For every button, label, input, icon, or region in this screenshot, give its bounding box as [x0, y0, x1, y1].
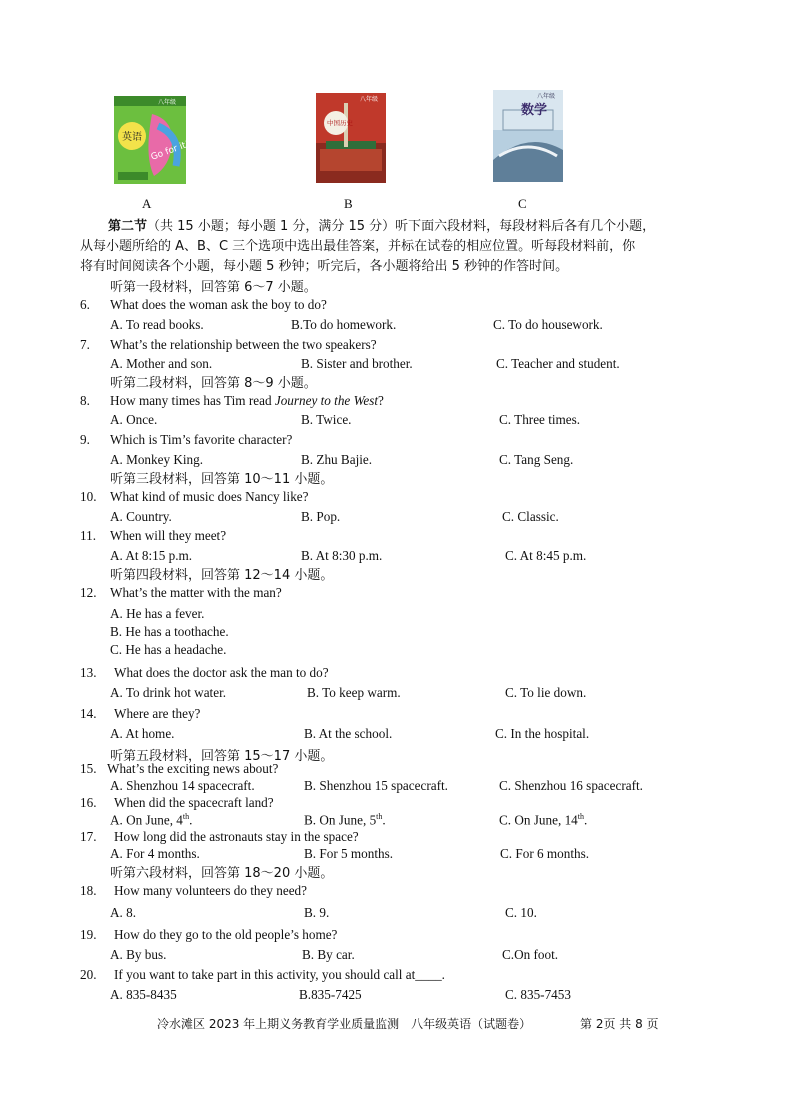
option-c: C. Teacher and student.: [496, 356, 620, 371]
option-c: C. He has a headache.: [110, 642, 227, 657]
option-b: B. Sister and brother.: [301, 356, 413, 371]
question-text: How many volunteers do they need?: [114, 883, 307, 898]
question-text: How do they go to the old people’s home?: [114, 927, 338, 942]
option-b: B. Shenzhou 15 spacecraft.: [304, 778, 448, 793]
question-text: What’s the exciting news about?: [107, 761, 279, 776]
option-b-text: B. On June, 5: [304, 812, 377, 828]
footer-exam-title: 冷水滩区 2023 年上期义务教育学业质量监测 八年级英语（试题卷）: [157, 1017, 532, 1031]
book-label-c: C: [518, 196, 527, 211]
option-a-text: A. On June, 4: [110, 812, 183, 828]
option-a: A. 8.: [110, 905, 137, 920]
option-b: B. Pop.: [301, 509, 341, 524]
material-intro-3: 听第三段材料，回答第 10～11 小题。: [110, 472, 334, 487]
question-text: If you want to take part in this activity, you should call at____.: [114, 967, 445, 982]
option-c: C. For 6 months.: [500, 846, 590, 861]
question-number: 18.: [80, 883, 97, 898]
ordinal-suffix: th: [182, 812, 190, 821]
book-c-grade: 八年级: [537, 93, 556, 100]
section-heading: 第二节: [108, 219, 148, 234]
option-c: C. 835-7453: [505, 987, 571, 1002]
ordinal-suffix: th: [376, 812, 383, 821]
question-number: 8.: [80, 393, 90, 408]
option-c: C. Classic.: [502, 509, 559, 524]
question-number: 7.: [80, 337, 90, 352]
book-cover-english: [114, 96, 191, 184]
question-number: 17.: [80, 829, 97, 844]
book-cover-history: [316, 93, 386, 183]
book-a-grade: 八年级: [158, 99, 177, 106]
option-a: A. At home.: [110, 726, 175, 741]
option-a: A. 835-8435: [110, 987, 177, 1002]
option-a: A. To drink hot water.: [110, 685, 227, 700]
question-text: Which is Tim’s favorite character?: [110, 432, 293, 447]
question-text: What does the doctor ask the man to do?: [114, 665, 329, 680]
option-b: B. 9.: [304, 905, 330, 920]
question-text-part: How many times has Tim read: [110, 393, 275, 408]
question-text: What does the woman ask the boy to do?: [110, 297, 327, 312]
book-a-overlay: Go for it!: [149, 139, 191, 163]
option-a: A. By bus.: [110, 947, 167, 962]
option-b: B. At the school.: [304, 726, 393, 741]
question-number: 11.: [80, 528, 96, 543]
option-b: B. Twice.: [301, 412, 352, 427]
book-a-title: 英语: [122, 132, 142, 143]
option-b: B.To do homework.: [291, 317, 397, 332]
book-label-a: A: [142, 196, 152, 211]
book-c-title: 数学: [521, 103, 548, 118]
option-c: C.On foot.: [502, 947, 559, 962]
section-instruction-line3: 将有时间阅读各个小题，每小题 5 秒钟；听完后，各小题将给出 5 秒钟的作答时间。: [80, 259, 569, 274]
question-text: What’s the matter with the man?: [110, 585, 282, 600]
question-number: 13.: [80, 665, 97, 680]
option-b: B. Zhu Bajie.: [301, 452, 373, 467]
question-number: 16.: [80, 795, 97, 810]
question-text: When will they meet?: [110, 528, 227, 543]
option-c: C. In the hospital.: [495, 726, 590, 741]
material-intro-6: 听第六段材料，回答第 18～20 小题。: [110, 866, 334, 881]
option-a: A. At 8:15 p.m.: [110, 548, 193, 563]
question-number: 9.: [80, 432, 90, 447]
section-instruction-line2: 从每小题所给的 A、B、C 三个选项中选出最佳答案，并标在试卷的相应位置。听每段材料前，你: [80, 239, 636, 254]
question-number: 12.: [80, 585, 97, 600]
book-b-grade: 八年级: [360, 96, 379, 103]
option-b: B. At 8:30 p.m.: [301, 548, 383, 563]
option-c: C. At 8:45 p.m.: [505, 548, 587, 563]
section-instruction-line1: [108, 215, 655, 234]
option-b: B. He has a toothache.: [110, 624, 229, 639]
material-intro-2: 听第二段材料，回答第 8～9 小题。: [110, 376, 317, 391]
option-c: C. To lie down.: [505, 685, 587, 700]
question-number: 20.: [80, 967, 97, 982]
option-period: .: [382, 812, 386, 828]
material-intro-1: 听第一段材料，回答第 6～7 小题。: [110, 280, 317, 295]
option-a: A. Shenzhou 14 spacecraft.: [110, 778, 255, 793]
option-c: C. To do housework.: [493, 317, 603, 332]
section-text-1: （共 15 小题；每小题 1 分，满分 15 分）听下面六段材料，每段材料后各有几个小题，: [147, 219, 656, 234]
option-b: [304, 812, 386, 828]
book-cover-math: [493, 90, 563, 182]
question-number: 10.: [80, 489, 97, 504]
material-intro-5: 听第五段材料，回答第 15～17 小题。: [110, 749, 334, 764]
question-text: When did the spacecraft land?: [114, 795, 274, 810]
option-a: A. Mother and son.: [110, 356, 213, 371]
option-b: B. To keep warm.: [307, 685, 401, 700]
material-intro-4: 听第四段材料，回答第 12～14 小题。: [110, 568, 334, 583]
option-a: A. He has a fever.: [110, 606, 205, 621]
option-period: .: [584, 812, 588, 828]
option-a: A. Monkey King.: [110, 452, 204, 467]
option-c: [499, 812, 587, 828]
option-c: C. Tang Seng.: [499, 452, 574, 467]
book-b-title: 中国历史: [327, 119, 353, 127]
ordinal-suffix: th: [577, 812, 584, 821]
question-text: [110, 393, 384, 409]
question-number: 14.: [80, 706, 97, 721]
question-text: What kind of music does Nancy like?: [110, 489, 309, 504]
option-period: .: [189, 812, 193, 828]
question-number: 15.: [80, 761, 97, 776]
question-number: 6.: [80, 297, 90, 312]
option-a: A. To read books.: [110, 317, 204, 332]
option-b: B.835-7425: [299, 987, 362, 1002]
book-title-italic: Journey to the West: [274, 393, 378, 408]
option-c-text: C. On June, 14: [499, 812, 578, 828]
question-number: 19.: [80, 927, 97, 942]
option-c: C. Shenzhou 16 spacecraft.: [499, 778, 643, 793]
option-c: C. 10.: [505, 905, 537, 920]
option-c: C. Three times.: [499, 412, 581, 427]
option-a: A. For 4 months.: [110, 846, 200, 861]
option-a: A. Country.: [110, 509, 172, 524]
option-b: B. For 5 months.: [304, 846, 394, 861]
footer-page-number: 第 2页 共 8 页: [580, 1017, 659, 1031]
option-a: A. Once.: [110, 412, 158, 427]
question-text: What’s the relationship between the two speakers?: [110, 337, 377, 352]
question-text-part: ?: [378, 393, 384, 408]
option-b: B. By car.: [302, 947, 355, 962]
question-text: How long did the astronauts stay in the space?: [114, 829, 359, 844]
option-a: [110, 812, 192, 828]
book-label-b: B: [344, 196, 353, 211]
question-text: Where are they?: [114, 706, 201, 721]
